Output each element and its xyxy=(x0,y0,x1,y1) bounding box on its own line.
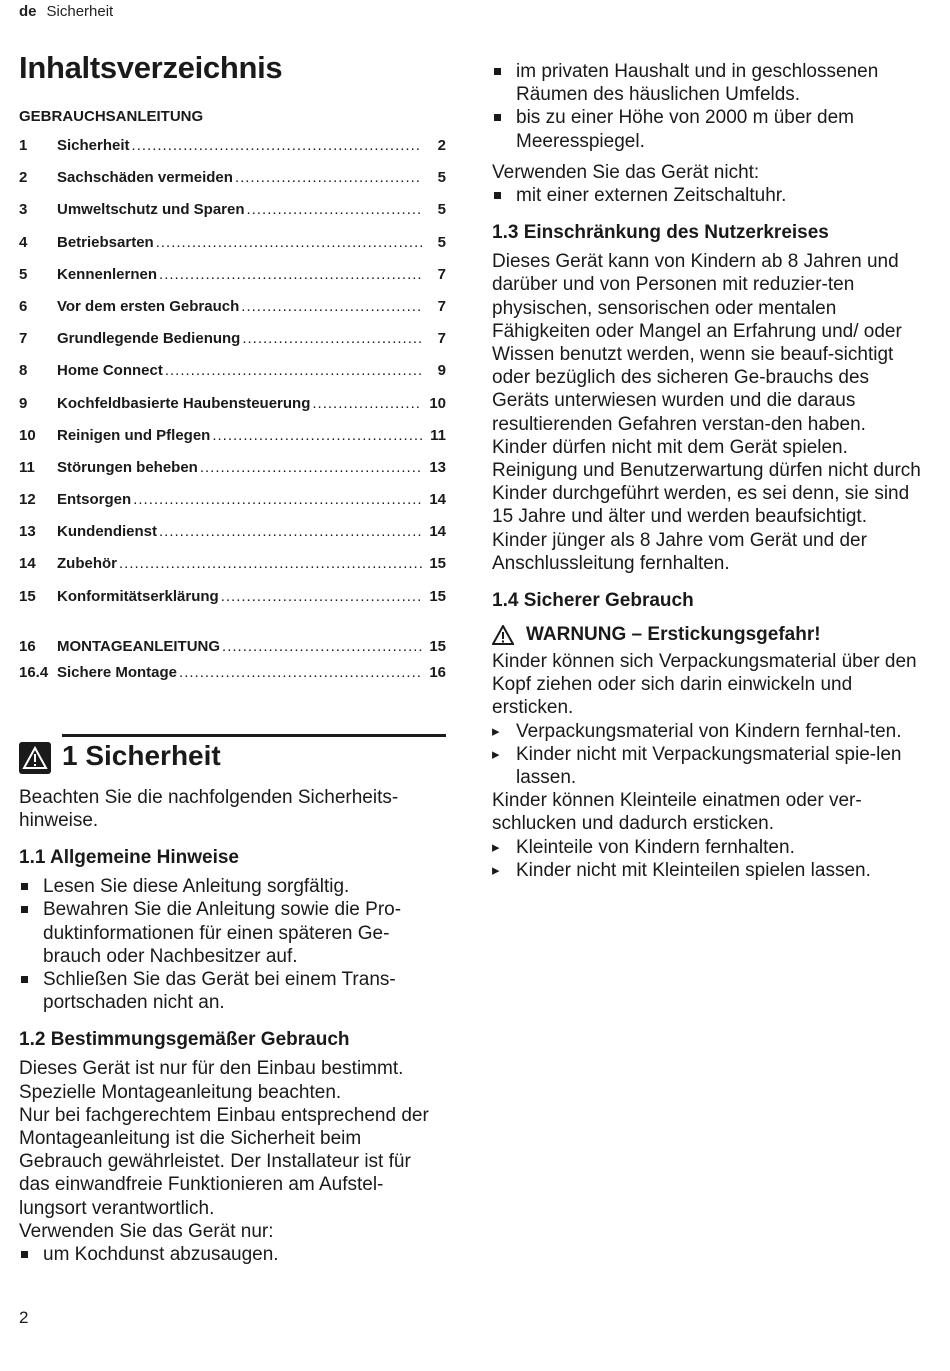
step-item: ▸ Kinder nicht mit Kleinteilen spielen lassen. xyxy=(492,859,922,882)
toc-leader-dots xyxy=(119,555,422,572)
paragraph: Dieses Gerät ist nur für den Einbau bestimmt. Spezielle Montageanleitung beachten. xyxy=(19,1058,404,1103)
warning-icon xyxy=(492,625,514,645)
toc-leader-dots xyxy=(241,298,422,315)
toc-entry-number: 9 xyxy=(19,394,28,412)
warning-text: WARNUNG – Erstickungsgefahr! xyxy=(526,624,821,646)
toc-entry-number: 5 xyxy=(19,265,28,283)
page-number: 2 xyxy=(19,1308,29,1327)
subsection-title: 1.3 Einschränkung des Nutzerkreises xyxy=(492,222,829,244)
toc-entry-title: Grundlegende Bedienung xyxy=(57,330,241,348)
toc-entry-number: 12 xyxy=(19,491,36,509)
toc-title: Inhaltsverzeichnis xyxy=(19,50,283,85)
toc-leader-dots xyxy=(242,330,422,347)
toc-leader-dots xyxy=(156,234,422,251)
toc-entry[interactable] xyxy=(19,664,446,690)
toc-list xyxy=(19,137,446,620)
toc-entry-page: 16 xyxy=(429,663,446,681)
toc-entry[interactable] xyxy=(19,298,446,330)
language-code: de xyxy=(19,3,37,20)
toc-entry-title: Sichere Montage xyxy=(57,663,178,681)
toc-leader-dots xyxy=(132,137,422,154)
toc-leader-dots xyxy=(159,523,422,540)
toc-entry-page: 10 xyxy=(429,394,446,412)
paragraph: Verwenden Sie das Gerät nicht: xyxy=(492,161,760,183)
toc-entry-page: 15 xyxy=(429,555,446,573)
toc-entry-page: 13 xyxy=(429,458,446,476)
right-column xyxy=(492,60,922,882)
toc-entry[interactable] xyxy=(19,638,446,664)
toc-entry-number: 8 xyxy=(19,362,28,380)
toc-leader-dots xyxy=(247,201,422,218)
toc-leader-dots xyxy=(221,588,422,605)
toc-entry-title: Kennenlernen xyxy=(57,265,158,283)
toc-entry-number: 14 xyxy=(19,555,36,573)
paragraph: Kinder können Kleinteile einatmen oder ver-schlucken und dadurch ersticken. xyxy=(492,790,862,835)
list-item: Lesen Sie diese Anleitung sorgfältig. xyxy=(19,875,446,898)
toc-leader-dots xyxy=(165,362,422,379)
toc-entry[interactable] xyxy=(19,137,446,169)
toc-entry-number: 2 xyxy=(19,169,28,187)
toc-leader-dots xyxy=(133,491,422,508)
toc-entry-page: 7 xyxy=(437,265,446,283)
list-item: um Kochdunst abzusaugen. xyxy=(19,1243,446,1266)
toc-entry-number: 15 xyxy=(19,587,36,605)
toc-entry-page: 11 xyxy=(430,426,446,444)
paragraph: Dieses Gerät kann von Kindern ab 8 Jahren und darüber und von Personen mit reduzier-ten physischen, sensorischen oder mentalen Fähigkeiten oder Mangel an Erfahrung und/ oder Wissen benutzt werden, wenn sie beauf-sichtigt oder bezüglich des sicheren Ge-brauchs des Geräts unterwiesen wurden und die daraus resultierenden Gefahren verstan-den haben. xyxy=(492,251,902,435)
toc-entry[interactable] xyxy=(19,427,446,459)
paragraph: Kinder können sich Verpackungsmaterial über den Kopf ziehen oder sich darin einwickeln und ersticken. xyxy=(492,651,917,719)
heading-rule xyxy=(62,734,446,737)
paragraph: Kinder dürfen nicht mit dem Gerät spielen. xyxy=(492,436,848,458)
toc-entry-title: Störungen beheben xyxy=(57,458,198,476)
toc-entry-title: Kochfeldbasierte Haubensteuerung xyxy=(57,394,311,412)
toc-entry-title: Betriebsarten xyxy=(57,233,154,251)
toc-entry-title: Kundendienst xyxy=(57,523,157,541)
toc-entry-number: 1 xyxy=(19,137,28,154)
toc-entry-page: 15 xyxy=(429,587,446,605)
toc-entry-number: 10 xyxy=(19,426,36,444)
toc-entry[interactable] xyxy=(19,523,446,555)
toc-entry-number: 16 xyxy=(19,637,36,655)
paragraph: Kinder jünger als 8 Jahre vom Gerät und der Anschlussleitung fernhalten. xyxy=(492,529,867,574)
toc-entry[interactable] xyxy=(19,266,446,298)
header-section: Sicherheit xyxy=(46,3,114,20)
toc-entry-page: 7 xyxy=(437,330,446,348)
toc-entry-number: 6 xyxy=(19,297,28,315)
toc-leader-dots xyxy=(179,664,422,681)
subsection-title: 1.2 Bestimmungsgemäßer Gebrauch xyxy=(19,1029,350,1051)
toc-entry[interactable] xyxy=(19,459,446,491)
toc-entry-title: Entsorgen xyxy=(57,491,132,509)
toc-entry-page: 5 xyxy=(437,169,446,187)
toc-entry-title: Konformitätserklärung xyxy=(57,587,219,605)
toc-leader-dots xyxy=(200,459,422,476)
toc-entry[interactable] xyxy=(19,588,446,620)
warning-triangle-icon xyxy=(19,742,51,774)
toc-entry-title: Zubehör xyxy=(57,555,117,573)
toc-entry-title: MONTAGEANLEITUNG xyxy=(57,637,221,655)
toc-entry-title: Sicherheit xyxy=(57,137,130,154)
toc-entry[interactable] xyxy=(19,234,446,266)
list-item: Bewahren Sie die Anleitung sowie die Pro-duktinformationen für einen späteren Ge-brauch oder Nachbesitzer auf. xyxy=(19,898,446,968)
subsection-title: 1.4 Sicherer Gebrauch xyxy=(492,590,694,612)
toc-entry-title: Sachschäden vermeiden xyxy=(57,169,233,187)
toc-entry-page: 5 xyxy=(437,201,446,219)
section-intro: Beachten Sie die nachfolgenden Sicherheits-hinweise. xyxy=(19,786,399,832)
toc-subtitle: GEBRAUCHSANLEITUNG xyxy=(19,108,204,125)
toc-leader-dots xyxy=(212,427,422,444)
list-item: Schließen Sie das Gerät bei einem Trans-portschaden nicht an. xyxy=(19,968,446,1014)
toc-leader-dots xyxy=(222,638,422,655)
toc-entry[interactable] xyxy=(19,555,446,587)
subsection-title: 1.1 Allgemeine Hinweise xyxy=(19,847,239,869)
toc-entry-title: Vor dem ersten Gebrauch xyxy=(57,297,240,315)
toc-entry-title: Umweltschutz und Sparen xyxy=(57,201,245,219)
warning-heading xyxy=(492,624,922,646)
paragraph: Verwenden Sie das Gerät nur: xyxy=(19,1220,274,1242)
toc-entry[interactable] xyxy=(19,395,446,427)
toc-entry[interactable] xyxy=(19,491,446,523)
toc-entry[interactable] xyxy=(19,169,446,201)
toc-entry-number: 11 xyxy=(19,458,35,476)
toc-entry-page: 14 xyxy=(429,491,446,509)
step-item: ▸ Kinder nicht mit Verpackungsmaterial spie-len lassen. xyxy=(492,743,922,789)
list-item: im privaten Haushalt und in geschlossenen Räumen des häuslichen Umfelds. xyxy=(492,60,922,106)
toc-entry-page: 14 xyxy=(429,523,446,541)
toc-entry-title: Reinigen und Pflegen xyxy=(57,426,211,444)
step-item: ▸ Kleinteile von Kindern fernhalten. xyxy=(492,836,922,859)
toc-leader-dots xyxy=(312,395,422,412)
toc-montage-list xyxy=(19,638,446,690)
list-item: bis zu einer Höhe von 2000 m über dem Meeresspiegel. xyxy=(492,106,922,152)
toc-entry-page: 7 xyxy=(437,297,446,315)
page-header xyxy=(19,3,113,20)
toc-entry-number: 3 xyxy=(19,201,28,219)
toc-entry-number: 13 xyxy=(19,523,36,541)
list-item: mit einer externen Zeitschaltuhr. xyxy=(492,184,922,207)
step-item: ▸ Verpackungsmaterial von Kindern fernhal-ten. xyxy=(492,720,922,743)
toc-entry-page: 2 xyxy=(437,137,446,154)
toc-entry-number: 4 xyxy=(19,233,28,251)
toc-entry-number: 7 xyxy=(19,330,28,348)
toc-entry[interactable] xyxy=(19,362,446,394)
paragraph: Reinigung und Benutzerwartung dürfen nicht durch Kinder durchgeführt werden, es sei denn, sie sind 15 Jahre und älter und werden beaufsichtigt. xyxy=(492,460,921,528)
paragraph: Nur bei fachgerechtem Einbau entsprechend der Montageanleitung ist die Sicherheit beim Gebrauch gewährleistet. Der Installateur ist für das einwandfreie Funktionieren am Aufstel-lungsort verantwortlich. xyxy=(19,1104,429,1219)
toc-entry-title: Home Connect xyxy=(57,362,163,380)
section-title: 1 Sicherheit xyxy=(62,739,221,771)
left-column xyxy=(19,50,446,1266)
toc-entry-page: 5 xyxy=(437,233,446,251)
toc-entry[interactable] xyxy=(19,330,446,362)
toc-entry-page: 9 xyxy=(437,362,446,380)
toc-entry-page: 15 xyxy=(429,637,446,655)
section-heading xyxy=(19,734,446,782)
toc-entry[interactable] xyxy=(19,201,446,233)
toc-leader-dots xyxy=(235,169,422,186)
toc-leader-dots xyxy=(159,266,422,283)
toc-entry-number: 16.4 xyxy=(19,663,49,681)
